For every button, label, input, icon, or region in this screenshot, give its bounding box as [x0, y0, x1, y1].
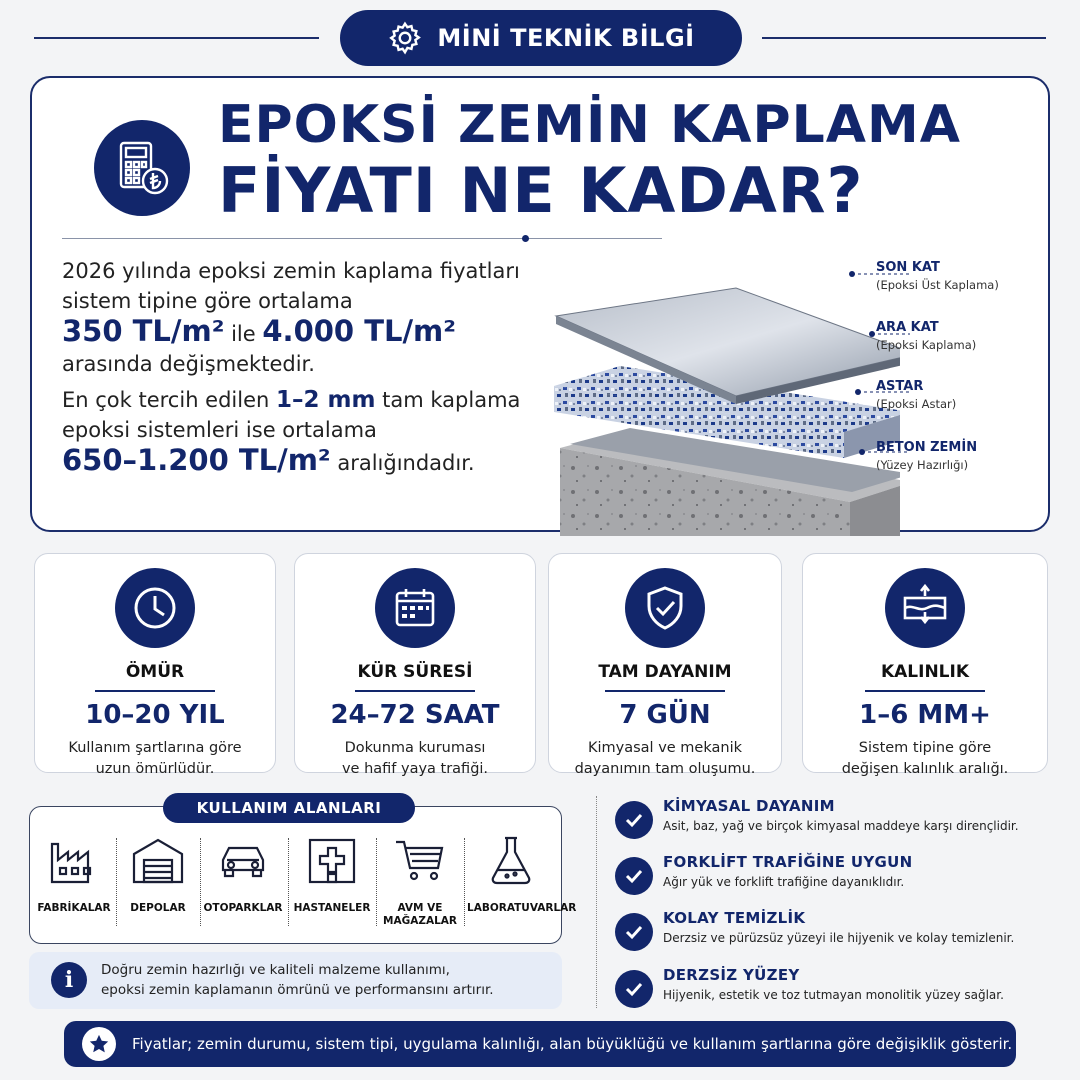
stat-desc-line: dayanımın tam oluşumu.: [574, 761, 756, 777]
usage-item-label-line: MAĞAZALAR: [383, 915, 457, 927]
clock-icon: [115, 568, 195, 648]
p1-and: ile: [231, 322, 256, 346]
check-icon: [615, 801, 653, 839]
page-title: [218, 92, 961, 227]
title-line-2: FİYATI NE KADAR?: [218, 154, 864, 227]
usage-item-label: HASTANELER: [293, 902, 371, 914]
price-high: 4.000 TL/m²: [262, 314, 456, 348]
stat-desc-line: uzun ömürlüdür.: [95, 761, 215, 777]
stat-card-thickness: [802, 553, 1048, 777]
p2-line-c: epoksi sistemleri ise ortalama: [62, 418, 377, 442]
top-rule-right: [762, 37, 1046, 39]
stat-label: TAM DAYANIM: [598, 662, 732, 682]
top-rule-left: [34, 37, 319, 39]
stat-card-full-strength: [548, 553, 782, 777]
usage-item-label: OTOPARKLAR: [203, 902, 283, 914]
usage-item-label: LABORATUVARLAR: [467, 902, 577, 914]
feature-desc: Hijyenik, estetik ve toz tutmayan monolitik yüzey sağlar.: [663, 988, 1004, 1002]
p1-line-a: 2026 yılında epoksi zemin kaplama fiyatları: [62, 259, 520, 283]
p2-line-a: En çok tercih edilen: [62, 388, 270, 412]
hero-paragraph-2: [62, 385, 532, 478]
thickness-highlight: 1–2 mm: [276, 387, 376, 413]
calculator-lira-icon: [94, 120, 190, 216]
hero-description: [62, 256, 532, 484]
usage-item-parking: [199, 832, 287, 915]
info-line: epoksi zemin kaplamanın ömrünü ve performansını artırır.: [101, 982, 494, 998]
flask-icon: [483, 832, 539, 888]
usage-item-warehouses: [114, 832, 202, 915]
stat-description: [35, 738, 275, 780]
layer-subtitle: (Yüzey Hazırlığı): [876, 458, 969, 472]
shield-check-icon: [625, 568, 705, 648]
stat-card-lifetime: [34, 553, 276, 777]
price-range: 650–1.200 TL/m²: [62, 443, 331, 477]
stat-card-cure-time: [294, 553, 536, 777]
p2-line-d: aralığındadır.: [337, 451, 475, 475]
stat-desc-line: ve hafif yaya trafiği.: [341, 761, 489, 777]
feature-title: KİMYASAL DAYANIM: [663, 797, 835, 815]
usage-areas-title: KULLANIM ALANLARI: [163, 793, 415, 823]
feature-desc: Derzsiz ve pürüzsüz yüzeyi ile hijyenik ve kolay temizlenir.: [663, 931, 1015, 945]
title-line-1: EPOKSİ ZEMİN KAPLAMA: [218, 95, 961, 155]
usage-separator: [464, 838, 465, 926]
thickness-icon: [885, 568, 965, 648]
usage-item-label: [376, 902, 464, 928]
check-icon: [615, 970, 653, 1008]
footer-text: Fiyatlar; zemin durumu, sistem tipi, uygulama kalınlığı, alan büyüklüğü ve kullanım şartlarına göre değişiklik gösterir.: [132, 1035, 1013, 1053]
layer-label-mid-coat: [876, 320, 976, 352]
usage-item-malls: [376, 832, 464, 928]
stat-rule: [95, 690, 215, 692]
gear-icon: [387, 20, 423, 56]
star-icon: [82, 1027, 116, 1061]
layer-title: ASTAR: [876, 379, 924, 394]
layer-subtitle: (Epoksi Kaplama): [876, 338, 977, 352]
layer-subtitle: (Epoksi Üst Kaplama): [876, 278, 999, 292]
usage-item-hospitals: [288, 832, 376, 915]
stat-desc-line: Sistem tipine göre: [858, 740, 992, 756]
stat-desc-line: Kullanım şartlarına göre: [68, 740, 242, 756]
stat-desc-line: Kimyasal ve mekanik: [587, 740, 742, 756]
stat-label: KALINLIK: [880, 662, 970, 682]
stat-value: 1–6 MM+: [859, 700, 991, 730]
p2-line-b: tam kaplama: [382, 388, 521, 412]
stat-description: [295, 738, 535, 780]
info-note: [29, 952, 562, 1009]
layer-label-primer: [876, 379, 956, 411]
layer-subtitle: (Epoksi Astar): [876, 397, 957, 411]
stat-rule: [865, 690, 985, 692]
shopping-cart-icon: [392, 832, 448, 888]
stat-rule: [355, 690, 475, 692]
stat-label: KÜR SÜRESİ: [357, 662, 473, 682]
factory-icon: [46, 832, 102, 888]
hero-paragraph-1: [62, 256, 532, 379]
feature-desc: Ağır yük ve forklift trafiğine dayanıklıdır.: [663, 875, 905, 889]
layer-label-top-coat: [876, 260, 999, 292]
stat-desc-line: değişen kalınlık aralığı.: [841, 761, 1009, 777]
stat-value: 24–72 SAAT: [330, 700, 500, 730]
feature-desc: Asit, baz, yağ ve birçok kimyasal maddeye karşı dirençlidir.: [663, 819, 1019, 833]
stat-value: 7 GÜN: [619, 700, 711, 730]
footer-note: [64, 1021, 1016, 1067]
p1-line-b: sistem tipine göre ortalama: [62, 289, 353, 313]
calendar-icon: [375, 568, 455, 648]
price-low: 350 TL/m²: [62, 314, 225, 348]
header-badge: [340, 10, 742, 66]
stat-description: [549, 738, 781, 780]
usage-item-label: DEPOLAR: [130, 902, 186, 914]
layer-title: ARA KAT: [876, 320, 939, 335]
layer-title: BETON ZEMİN: [876, 440, 978, 455]
layer-title: SON KAT: [876, 260, 940, 275]
stat-value: 10–20 YIL: [85, 700, 225, 730]
info-text: [101, 960, 541, 1000]
p1-line-c: arasında değişmektedir.: [62, 352, 315, 376]
title-divider: [62, 238, 662, 239]
feature-title: KOLAY TEMİZLİK: [663, 909, 806, 927]
usage-item-factories: [30, 832, 118, 915]
stat-description: [803, 738, 1047, 780]
feature-title: DERZSİZ YÜZEY: [663, 966, 800, 984]
info-icon: i: [51, 962, 87, 998]
check-icon: [615, 857, 653, 895]
usage-item-labs: [467, 832, 577, 915]
warehouse-icon: [130, 832, 186, 888]
stat-label: ÖMÜR: [125, 662, 185, 682]
check-icon: [615, 913, 653, 951]
car-icon: [215, 832, 271, 888]
usage-item-label-line: AVM VE: [397, 902, 443, 914]
divider-dot: [522, 235, 529, 242]
stat-desc-line: Dokunma kuruması: [344, 740, 486, 756]
layer-label-concrete: [876, 440, 977, 472]
stat-rule: [605, 690, 725, 692]
header-badge-label: MİNİ TEKNİK BİLGİ: [437, 24, 695, 52]
feature-title: FORKLİFT TRAFİĞİNE UYGUN: [663, 853, 913, 871]
usage-item-label: FABRİKALAR: [37, 902, 111, 914]
info-line: Doğru zemin hazırlığı ve kaliteli malzeme kullanımı,: [101, 962, 450, 978]
hospital-icon: [304, 832, 360, 888]
features-divider: [596, 796, 597, 1008]
